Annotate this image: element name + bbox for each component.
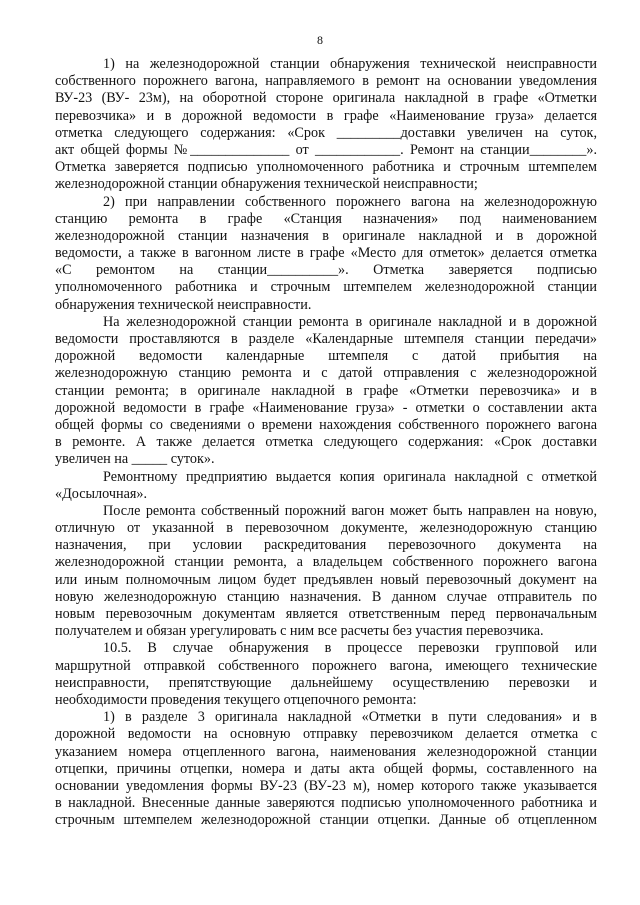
text-line: На железнодорожной станции ремонта в оригинале накладной и в дорожной: [103, 313, 597, 330]
text-line: новую железнодорожную станцию назначения. В данном случае отправитель по: [55, 588, 597, 605]
text-line: акт общей формы №______________ от ____________. Ремонт на станции________».: [55, 141, 597, 158]
text-line: 2) при направлении собственного порожнего вагона на железнодорожную: [103, 193, 597, 210]
text-line: в накладной. Внесенные данные заверяются подписью уполномоченного работника и: [55, 795, 597, 812]
text-line: ВУ-23 (ВУ- 23м), на оборотной стороне оригинала накладной в графе «Отметки: [55, 90, 597, 107]
text-line: Отметка заверяется подписью уполномоченного работника и строчным штемпелем: [55, 159, 597, 176]
text-line: 10.5. В случае обнаружения в процессе перевозки групповой или: [103, 640, 597, 657]
text-line: дорожной ведомости в графе «Наименование груза» - отметки о составлении акта: [55, 399, 597, 416]
text-line: новым перевозочным документам является ответственным перед первоначальным: [55, 606, 597, 622]
text-line: перевозчика» и в дорожной ведомости в графе «Наименование груза» делается: [55, 107, 597, 124]
text-line: ведомости, а также в вагонном листе в графе «Место для отметок» делается отметка: [55, 245, 597, 262]
text-line: собственного порожнего вагона, направляемого в ремонт на основании уведомления: [55, 73, 597, 90]
text-line: отцепки, причины отцепки, номера и даты акта общей формы, составленного на: [55, 760, 597, 777]
text-line: «Досылочная».: [55, 485, 148, 502]
text-line: назначения, при условии раскредитования перевозочного документа на: [55, 537, 597, 554]
text-line: общей формы со сведениями о времени нахождения собственного порожнего вагона: [55, 416, 597, 433]
text-line: 1) в разделе 3 оригинала накладной «Отметки в пути следования» и в: [103, 709, 597, 726]
text-line: «С ремонтом на станции__________». Отметка заверяется подписью: [55, 262, 597, 279]
text-line: строчным штемпелем железнодорожной станции отцепки. Данные об отцепленном: [55, 812, 597, 829]
page-number: 8: [317, 33, 323, 47]
text-line: дорожной ведомости календарные штемпеля с датой прибытия на: [55, 348, 597, 365]
text-line: или иным полномочным лицом будет предъявлен новый перевозочный документ на: [55, 571, 597, 588]
text-line: железнодорожную станцию ремонта и с датой отправления с железнодорожной: [55, 365, 597, 382]
text-line: в ремонте. А также делается отметка следующего содержания: «Срок доставки: [55, 434, 597, 451]
body-text: [55, 56, 597, 829]
text-line: железнодорожной станции назначения в оригинале накладной и в дорожной: [55, 227, 597, 244]
text-line: обнаружения технической неисправности.: [55, 296, 312, 313]
text-line: необходимости проведения текущего отцепочного ремонта:: [55, 691, 417, 708]
text-line: отметка следующего содержания: «Срок _________доставки увеличен на суток,: [55, 124, 597, 141]
text-line: ведомости проставляются в разделе «Календарные штемпеля станции передачи»: [55, 331, 597, 347]
text-line: 1) на железнодорожной станции обнаружения технической неисправности: [103, 56, 597, 72]
text-line: маршрутной отправкой собственного порожнего вагона, имеющего технические: [55, 657, 597, 674]
text-line: дорожной ведомости на основную отправку перевозчиком делается отметка с: [55, 726, 597, 743]
text-line: станции ремонта; в оригинале накладной в графе «Отметки перевозчика» и в: [55, 382, 597, 399]
text-line: уполномоченного работника и строчным штемпелем железнодорожной станции: [55, 279, 597, 296]
text-line: железнодорожной станции обнаружения технической неисправности;: [55, 176, 478, 193]
text-line: основании уведомления формы ВУ-23 (ВУ-23 м), номер которого также указывается: [55, 777, 597, 794]
text-line: указанием номера отцепленного вагона, наименования железнодорожной станции: [55, 743, 597, 760]
text-line: железнодорожной станции ремонта, а владельцем собственного порожнего вагона: [55, 554, 597, 571]
text-line: Ремонтному предприятию выдается копия оригинала накладной с отметкой: [103, 468, 597, 485]
text-line: увеличен на _____ суток».: [55, 451, 215, 468]
text-line: получателем и обязан урегулировать с ним все расчеты без участия перевозчика.: [55, 623, 544, 640]
text-line: неисправности, препятствующие дальнейшему осуществлению перевозки и: [55, 674, 597, 691]
text-line: После ремонта собственный порожний вагон может быть направлен на новую,: [103, 502, 597, 519]
text-line: отличную от указанной в перевозочном документе, железнодорожную станцию: [55, 520, 597, 537]
text-line: станцию ремонта в графе «Станция назначения» под наименованием: [55, 210, 597, 227]
